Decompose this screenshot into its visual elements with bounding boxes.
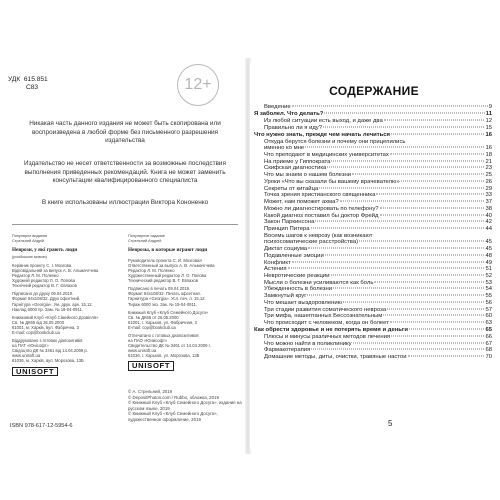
toc-entry-page: 57 (485, 306, 492, 313)
illustrations-text: В книге использованы иллюстрации Виктора Кононенко (41, 199, 209, 206)
imprint-print-info: Тираж 6000 экз. Зак. № 19-04-0911. (128, 301, 198, 307)
imprint-credit: Керівник проекту С. І. Мозгова (12, 262, 72, 268)
toc-leader-dots (308, 248, 484, 249)
toc-entry (254, 239, 492, 246)
toc-entry-page: 66 (485, 333, 492, 340)
toc-entry (254, 186, 492, 193)
toc-leader-dots (343, 301, 484, 302)
imprint-credit: Відповідальний за випуск А. В. Альмачгчева (12, 267, 99, 273)
toc-entry (254, 334, 492, 341)
toc-entry-title: Откуда берутся болезни и почему они прицепились (264, 138, 406, 145)
toc-entry-title: Что преподают в медицинских университетах (264, 152, 389, 159)
imprint-credit: Руководитель проекта С. И. Мозговая (128, 257, 202, 263)
imprint-publisher: 61001, г. Харьков, ул. Фабричная, 3 (128, 319, 197, 325)
toc-leader-dots (325, 254, 485, 255)
toc-entry-title: Принцип Питера (264, 225, 310, 232)
toc-entry (254, 226, 492, 233)
toc-entry-page: 49 (485, 259, 492, 266)
toc-entry (254, 293, 492, 300)
toc-entry (254, 354, 492, 361)
toc-entry (254, 104, 492, 111)
toc-leader-dots (359, 241, 484, 242)
toc-leader-dots (311, 349, 484, 350)
toc-entry-page: 53 (485, 279, 492, 286)
toc-entry-page: 48 (485, 252, 492, 259)
toc-leader-dots (390, 154, 485, 155)
toc-entry-page: 68 (485, 347, 492, 354)
toc-entry-title: Три стадии развития соматического невроза (264, 306, 387, 313)
page-number: 5 (388, 419, 393, 428)
toc-entry-page: 56 (485, 299, 492, 306)
toc-entry (254, 125, 492, 132)
copyright-line: © Книжный Клуб «Клуб Семейного Досуга», издание на русском языке, 2019 (128, 400, 242, 411)
toc-entry (254, 300, 492, 307)
toc-entry-title: Подавленные эмоции (264, 252, 324, 259)
toc-entry-title: Что можно найти в поликлинику (264, 340, 352, 347)
toc-entry-title: Замкнутый круг (264, 293, 307, 300)
toc-entry-title: На приеме у Гиппократа (264, 158, 331, 165)
toc-entry-title: Мысли о болезни усиливаются как боль (264, 279, 374, 286)
toc-entry-title: Диктат социума (264, 246, 308, 253)
toc-entry-page: 33 (485, 192, 492, 199)
imprint-print-info: Підписано до друку 09.04.2019. (12, 291, 74, 297)
toc-leader-dots (323, 126, 484, 127)
toc-leader-dots (305, 147, 484, 148)
toc-leader-dots (391, 133, 484, 134)
liability-notice: Издательство не несет ответственности за возможные последствия выполнения приведенных рекомендаций. Книга не может заменить консультации квалифицированного специалиста (24, 160, 226, 185)
toc-entry-title: психосоматические расстройства) (264, 239, 359, 246)
toc-entry-title: Правильно ли я иду? (264, 124, 323, 131)
toc-entry (254, 139, 492, 146)
imprint-printer: www.unisoft.ua (128, 348, 157, 354)
toc-leader-dots (311, 227, 485, 228)
toc-section (254, 132, 492, 139)
toc-entry-page: 16 (485, 145, 492, 152)
imprint-publisher: Книжковий Клуб «Клуб Сімейного Дозвілля» (12, 314, 99, 320)
toc-entry-title: Плюсы и минусы различных методов лечения (264, 333, 391, 340)
toc-entry-page: 45 (485, 239, 492, 246)
toc-entry-title: именно ко мне (264, 145, 305, 152)
toc-leader-dots (380, 214, 485, 215)
toc-entry-page: 29 (485, 185, 492, 192)
toc-entry-page: 65 (485, 327, 492, 334)
toc-entry (254, 280, 492, 287)
toc-entry-page: 21 (485, 158, 492, 165)
toc-leader-dots (288, 268, 485, 269)
toc-leader-dots (327, 167, 484, 168)
toc-entry-page: 67 (485, 340, 492, 347)
imprint-print-info: Формат 84х108/32. Друк офсетний. (12, 296, 81, 302)
toc-leader-dots (353, 342, 485, 343)
toc-entry-title: Как обрести здоровье и не потерять время и деньги (254, 327, 408, 334)
toc-entry (254, 253, 492, 260)
imprint-print-info: Подписано в печать 09.04.2019. (128, 286, 191, 292)
imprint-author: Стрєльний Андрій (12, 239, 45, 244)
imprint-print-info: Наклад 6000 пр. Зам. № 19-04-0911. (12, 306, 84, 312)
imprint-printer: www.unisoft.ua (12, 353, 41, 359)
toc-entry (254, 266, 492, 273)
toc-entry (254, 341, 492, 348)
toc-entry-title: Три мифа, нашептанных Бессознательным (264, 313, 383, 320)
toc-entry-page: 42 (485, 219, 492, 226)
imprint-credit: Технический редактор В. Г. Евлахов (128, 278, 198, 284)
imprint-publisher: E-mail: cop@bookclub.ua (128, 324, 176, 330)
toc-entry-title: Закон Паркинсона (264, 219, 315, 226)
toc-entry (254, 313, 492, 320)
imprint-publisher: Св. № ДК65 від 26.05.2000 (12, 319, 65, 325)
toc-entry (254, 347, 492, 354)
toc-entry-title: Астения (264, 266, 287, 273)
isbn: ISBN 978-617-12-5954-6 (10, 423, 73, 429)
imprint-publisher: Св. № ДК65 от 26.05.2000 (128, 314, 179, 320)
toc-leader-dots (331, 160, 484, 161)
toc-leader-dots (380, 207, 485, 208)
toc-entry-page: 11 (485, 111, 492, 118)
toc-entry-title: Можно ли диагностировать по телефону? (264, 205, 379, 212)
toc-entry (254, 320, 492, 327)
toc-entry (254, 179, 492, 186)
toc-entry-title: Какой диагноз поставил бы доктор Фрейд (264, 212, 379, 219)
right-page (250, 62, 496, 450)
toc-entry-title: Уроки «Что вы сказали бы вашему врачевателю» (264, 178, 400, 185)
imprint-credit: Технічний редактор В. Г. Євлахов (12, 283, 77, 289)
toc-entry (254, 118, 492, 125)
toc-entry-title: Может, нам поможет ахма? (264, 199, 339, 206)
toc-entry-title: Конфликт (264, 259, 291, 266)
toc-leader-dots (333, 288, 484, 289)
udk-index: С83 (26, 84, 39, 91)
imprint-credit: Редактор Л. М. Поленко (12, 273, 59, 279)
imprint-credit: Ответственный за выпуск А. В. Альмачгчева (128, 262, 215, 268)
imprint-title: Неврози, у які грають люди (12, 247, 78, 254)
toc-entry-title: Убежденность в болезни (264, 286, 333, 293)
unisoft-logo: UNISOFT (128, 361, 174, 370)
toc-entry (254, 206, 492, 213)
imprint-print-info: Гарнитура «Georgia». Усл. печ. л. 15,12. (128, 296, 206, 302)
toc-entry-page: 40 (485, 212, 492, 219)
imprint-print-info: Формат 84х108/32. Печать офсетная. (128, 291, 201, 297)
toc-entry-title: Что мешает выздоровлению (264, 299, 343, 306)
toc-entry (254, 172, 492, 179)
imprint-series: Популярное издание (128, 234, 165, 238)
toc-entry-page: 54 (485, 286, 492, 293)
copyright-line: © Книжный Клуб «Клуб Семейного Досуга», художественное оформление, 2019 (128, 411, 218, 422)
toc-entry (254, 246, 492, 253)
toc-entry (254, 152, 492, 159)
toc-entry-page: 23 (485, 165, 492, 172)
toc-entry-page: 60 (485, 313, 492, 320)
imprint-series: Популярне видання (12, 234, 48, 238)
toc-entry-page: 37 (485, 199, 492, 206)
toc-leader-dots (331, 274, 485, 275)
toc-entry (254, 165, 492, 172)
toc-entry-page: 15 (485, 124, 492, 131)
toc-entry-title: Секреты от китайца (264, 185, 319, 192)
toc-entry-title: Я заболел. Что делать? (254, 111, 324, 118)
toc-entry-title: Что нужно знать, прежде чем начать лечиться (254, 131, 390, 138)
toc-entry-page: 38 (485, 205, 492, 212)
toc-entry-page: 26 (485, 178, 492, 185)
toc-entry-title: Из любой ситуации есть выход, и даже два (264, 117, 383, 124)
imprint-credit: Редактор Л. М. Поленко (128, 267, 175, 273)
udk-label: УДК (8, 76, 21, 83)
illustrations-notice (12, 199, 238, 208)
toc-entry (254, 260, 492, 267)
unisoft-logo: UNISOFT (12, 367, 58, 376)
toc-entry-page: 55 (485, 293, 492, 300)
toc-leader-dots (390, 322, 484, 323)
copyright-notice: Никакая часть данного издания не может быть скопирована или воспроизведена в любой форме без письменного разрешения издательства (29, 120, 221, 145)
imprint-author: Стрельний Андрей (128, 239, 162, 244)
toc-entry-title: Невротические реакции (264, 272, 330, 279)
toc-leader-dots (383, 315, 484, 316)
toc-leader-dots (319, 187, 484, 188)
toc-leader-dots (292, 106, 488, 107)
toc-entry-page: 18 (485, 152, 492, 159)
toc-leader-dots (374, 281, 484, 282)
toc-entry (254, 273, 492, 280)
left-page (4, 62, 240, 450)
imprint-russian (128, 234, 240, 371)
toc-leader-dots (292, 261, 485, 262)
toc-entry-page: 9 (488, 104, 492, 110)
toc-entry-title: Что мы знаем о нашем болезни (264, 172, 352, 179)
imprint-credit: Художественный редактор Л. О. Попова (128, 273, 207, 279)
toc-entry-title: Восемь шагов к неврозу (как возникают (264, 232, 373, 239)
toc-leader-dots (324, 113, 484, 114)
imprint-printer: Отпечатано с готовых диапозитивов (128, 333, 199, 338)
toc-entry-page: 44 (485, 225, 492, 232)
udk-code: 615.851 (23, 76, 48, 83)
age-rating-badge: 12+ (177, 64, 219, 106)
imprint-ukrainian (12, 234, 124, 376)
toc-entry (254, 199, 492, 206)
imprint-publisher: E-mail: cop@bookclub.ua (12, 330, 60, 335)
imprint-publisher: 61001, м. Харків, вул. Фабрична, 3 (12, 324, 79, 330)
udk-block (8, 76, 48, 92)
toc-entry-page: 52 (485, 272, 492, 279)
toc-entry (254, 219, 492, 226)
copyright-line: © А. Стрельний, 2019 (128, 389, 173, 394)
toc-section (254, 327, 492, 334)
toc-title: СОДЕРЖАНИЕ (329, 84, 419, 98)
imprint-printer: Віддруковано з готових діапозитивів (12, 338, 83, 344)
toc-leader-dots (315, 221, 484, 222)
toc-leader-dots (409, 329, 484, 330)
toc-entry-page: 51 (485, 266, 492, 273)
toc-leader-dots (391, 335, 484, 336)
toc-entry-title: Скифская диагностика (264, 165, 327, 172)
toc-entry (254, 307, 492, 314)
toc-leader-dots (307, 295, 484, 296)
toc-section (254, 111, 492, 118)
toc-leader-dots (352, 174, 484, 175)
imprint-print-info: Гарнітура «Georgia». Ум. друк. арк. 15,12. (12, 301, 93, 307)
toc-entry-title: Домашние методы, диты, очистки, травяные настои (264, 354, 407, 361)
imprint-publisher: Книжный Клуб «Клуб Семейного Досуга» (128, 309, 209, 315)
toc-leader-dots (401, 180, 485, 181)
toc-entry (254, 192, 492, 199)
toc-entry-title: Фармакотерапия (264, 347, 311, 354)
toc-entry-title: Введение (264, 104, 291, 110)
imprint-lang-note: (російською мовою) (12, 254, 47, 259)
toc-entry-page: 16 (485, 131, 492, 138)
divider (12, 224, 238, 225)
toc-entry-page: 63 (485, 320, 492, 326)
imprint-printer: 61036, г. Харьков, ул. Морозова, 13Б (128, 353, 200, 359)
toc-entry-page: 45 (485, 246, 492, 253)
imprint-printer: на ПАО «Юнисофт» (128, 338, 168, 344)
toc-leader-dots (384, 119, 485, 120)
toc-entry-title: Что происходит с человеком, когда он болеет (264, 320, 389, 326)
imprint-credit: Художній редактор Л. О. Попова (12, 278, 75, 284)
toc-leader-dots (408, 356, 485, 357)
toc-leader-dots (340, 201, 485, 202)
toc-entry-title: Точка зрения христианского священника (264, 192, 376, 199)
toc-entry (254, 213, 492, 220)
toc-entry-page: 25 (485, 172, 492, 179)
toc-entry-page: 70 (485, 354, 492, 361)
table-of-contents (254, 104, 492, 361)
imprint-printer: Свидетельство ДК № 3461 от 14.04.2009 г. (128, 343, 211, 349)
imprint-printer: 61036, м. Харків, вул. Морозова, 13Б (12, 358, 84, 364)
toc-leader-dots (387, 308, 484, 309)
imprint-printer: Свідоцтво ДК № 3461 від 14.04.2009 р. (12, 348, 88, 354)
copyright-line: © DepositPhotos.com / Rubbo, обложка, 2019 (128, 394, 219, 400)
imprint-title: Неврозы, в которые играют люди (128, 247, 208, 254)
toc-leader-dots (376, 194, 484, 195)
toc-entry (254, 145, 492, 152)
copyright-block (128, 389, 242, 423)
toc-entry-page: 12 (485, 117, 492, 124)
toc-entry (254, 159, 492, 166)
imprint-printer: на ПАТ «Юнісофт» (12, 343, 49, 349)
